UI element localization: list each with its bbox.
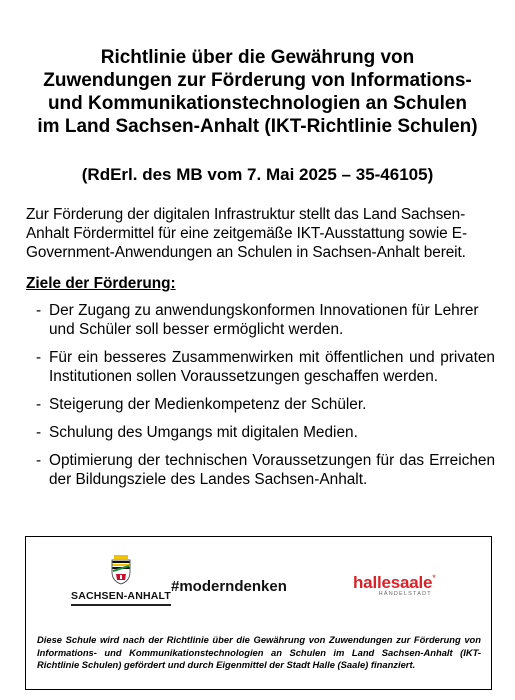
goal-text: Schulung des Umgangs mit digitalen Medien. xyxy=(49,424,358,441)
title-line-1: Richtlinie über die Gewährung von xyxy=(100,47,415,68)
goal-text: Für ein besseres Zusammenwirken mit öffentlichen und privaten Institutionen sollen Voraussetzungen geschaffen werden. xyxy=(49,349,495,385)
bullet-dash: - xyxy=(36,302,42,319)
bullet-dash: - xyxy=(36,396,42,413)
halle-wordmark xyxy=(353,573,432,592)
sachsen-anhalt-logo xyxy=(66,555,176,606)
document-title xyxy=(20,46,495,138)
campaign-hashtag: #moderndenken xyxy=(171,578,287,595)
title-line-2: Zuwendungen zur Förderung von Informations- xyxy=(43,70,472,91)
goal-text: Steigerung der Medienkompetenz der Schüler. xyxy=(49,396,367,413)
goal-item xyxy=(36,348,495,386)
halle-part: halle xyxy=(353,573,391,592)
goal-item xyxy=(36,395,495,414)
bullet-dash: - xyxy=(36,452,42,469)
saale-part: saale xyxy=(390,573,433,592)
bullet-dash: - xyxy=(36,349,42,366)
halle-saale-logo xyxy=(353,573,436,597)
logo-underline xyxy=(71,604,171,606)
funding-notice-box xyxy=(25,536,492,690)
goals-list xyxy=(36,301,495,498)
title-line-3: und Kommunikationstechnologien an Schulen xyxy=(47,93,468,114)
haendelstadt-tagline: HÄNDELSTADT xyxy=(378,591,432,597)
coat-of-arms-icon xyxy=(110,555,132,585)
sachsen-anhalt-wordmark: SACHSEN-ANHALT xyxy=(70,590,172,602)
goal-item xyxy=(36,423,495,442)
goal-text: Optimierung der technischen Voraussetzungen für das Erreichen der Bildungsziele des Landes Sachsen-Anhalt. xyxy=(49,452,495,488)
title-line-4: im Land Sachsen-Anhalt (IKT-Richtlinie Schulen) xyxy=(37,116,478,137)
decree-reference: (RdErl. des MB vom 7. Mai 2025 – 35-46105) xyxy=(81,165,434,184)
goal-item xyxy=(36,301,495,339)
intro-paragraph: Zur Förderung der digitalen Infrastruktur stellt das Land Sachsen-Anhalt Fördermittel für eine zeitgemäße IKT-Ausstattung sowie E-Government-Anwendungen an Schulen in Sachsen-Anhalt bereit. xyxy=(26,206,467,261)
funding-notice-text: Diese Schule wird nach der Richtlinie über die Gewährung von Zuwendungen zur Förderung von Informations- und Kommunikationstechnologien an Schulen im Land Sachsen-Anhalt (IKT-Richtlinie Schulen) gefördert und durch Eigenmittel der Stadt Halle (Saale) finanziert. xyxy=(37,634,481,670)
goal-item xyxy=(36,451,495,489)
goal-text: Der Zugang zu anwendungskonformen Innovationen für Lehrer und Schüler soll besser ermöglicht werden. xyxy=(49,302,479,338)
halle-star: * xyxy=(432,573,436,583)
goals-heading: Ziele der Förderung: xyxy=(26,275,176,292)
bullet-dash: - xyxy=(36,424,42,441)
